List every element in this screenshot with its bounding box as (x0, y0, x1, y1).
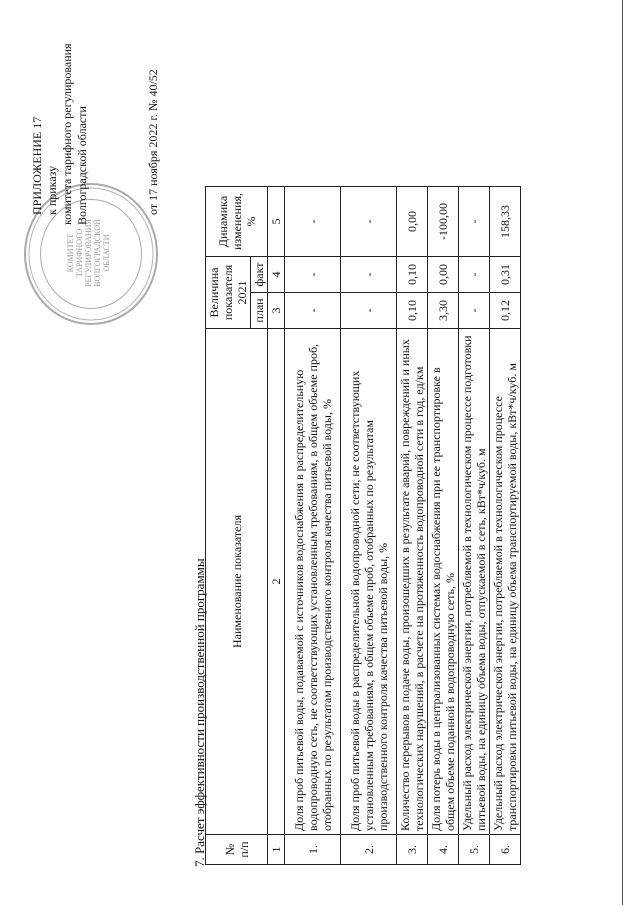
table-header-row (206, 187, 251, 865)
row-number: 6. (490, 835, 521, 865)
header-value: Величина показателя 2021 (206, 257, 251, 329)
row-indicator-name: Удельный расход электрической энергии, потребляемой в технологическом процессе транспортировки питьевой воды, на единицу объема транспортируемой воды, кВт*ч/куб. м (490, 329, 521, 835)
row-plan: - (459, 293, 490, 329)
order-issuer (60, 43, 90, 225)
row-fact: 0,31 (490, 257, 521, 293)
order-line-2: комитета тарифного регулирования (60, 43, 74, 225)
row-number: 3. (397, 835, 428, 865)
row-number: 1. (285, 835, 341, 865)
header-fact: факт (251, 257, 268, 293)
order-date: от 17 ноября 2022 г. № 40/52 (146, 69, 160, 215)
header-dynamics: Динамика изменения, % (206, 187, 268, 257)
seal-text: КОМИТЕТ ТАРИФНОГО РЕГУЛИРОВАНИЯ ВОЛГОГРАДСКОЙ ОБЛАСТИ (66, 219, 111, 287)
header-number: № п/п (206, 835, 268, 865)
index-cell: 5 (268, 187, 285, 257)
index-row (268, 187, 285, 865)
row-fact: - (285, 257, 341, 293)
row-dynamics: 0,00 (397, 187, 428, 257)
efficiency-table (205, 186, 521, 865)
appendix-header (30, 117, 60, 215)
row-indicator-name: Удельный расход электрической энергии, потребляемой в технологическом процессе подготовки питьевой воды, на единицу объема воды, отпускаемой в сеть, кВт*ч/куб. м (459, 329, 490, 835)
row-indicator-name: Доля проб питьевой воды, подаваемой с источников водоснабжения в распределительную водопроводную сеть, не соответствующих установленным требованиям, в общем объеме проб, отобранных по результатам производственного контроля качества питьевой воды, % (285, 329, 341, 835)
section-title: 7. Расчет эффективности производственной программы (192, 558, 207, 867)
row-fact: 0,10 (397, 257, 428, 293)
table-row (341, 187, 397, 865)
table-row (428, 187, 459, 865)
index-cell: 1 (268, 835, 285, 865)
index-cell: 3 (268, 293, 285, 329)
table-row (490, 187, 521, 865)
index-cell: 4 (268, 257, 285, 293)
row-indicator-name: Доля проб питьевой воды в распределительной водопроводной сети, не соответствующих установленным требованиям, в общем объеме проб, отобранных по результатам производственного контроля качества питьевой воды, % (341, 329, 397, 835)
header-indicator-name: Наименование показателя (206, 329, 268, 835)
row-dynamics: 158,33 (490, 187, 521, 257)
page-edge-divider (622, 0, 623, 905)
table-row (397, 187, 428, 865)
row-dynamics: -100,00 (428, 187, 459, 257)
row-number: 4. (428, 835, 459, 865)
row-fact: - (341, 257, 397, 293)
row-plan: - (341, 293, 397, 329)
order-line-1: к приказу (45, 165, 59, 215)
row-plan: 3,30 (428, 293, 459, 329)
row-fact: - (459, 257, 490, 293)
row-indicator-name: Количество перерывов в подаче воды, произошедших в результате аварий, повреждений и иных технологических нарушений, в расчете на протяженность водопроводной сети в год, ед/км (397, 329, 428, 835)
row-plan: 0,10 (397, 293, 428, 329)
order-line-3: Волгоградской области (75, 106, 89, 225)
appendix-number: ПРИЛОЖЕНИЕ 17 (30, 116, 44, 215)
row-plan: - (285, 293, 341, 329)
row-indicator-name: Доля потерь воды в централизованных системах водоснабжения при ее транспортировке в общем объеме поданной в водопроводную сеть, % (428, 329, 459, 835)
row-number: 5. (459, 835, 490, 865)
row-fact: 0,00 (428, 257, 459, 293)
table-row (285, 187, 341, 865)
row-dynamics: - (341, 187, 397, 257)
header-plan: план (251, 293, 268, 329)
row-dynamics: - (285, 187, 341, 257)
index-cell: 2 (268, 329, 285, 835)
row-plan: 0,12 (490, 293, 521, 329)
row-dynamics: - (459, 187, 490, 257)
table-row (459, 187, 490, 865)
row-number: 2. (341, 835, 397, 865)
